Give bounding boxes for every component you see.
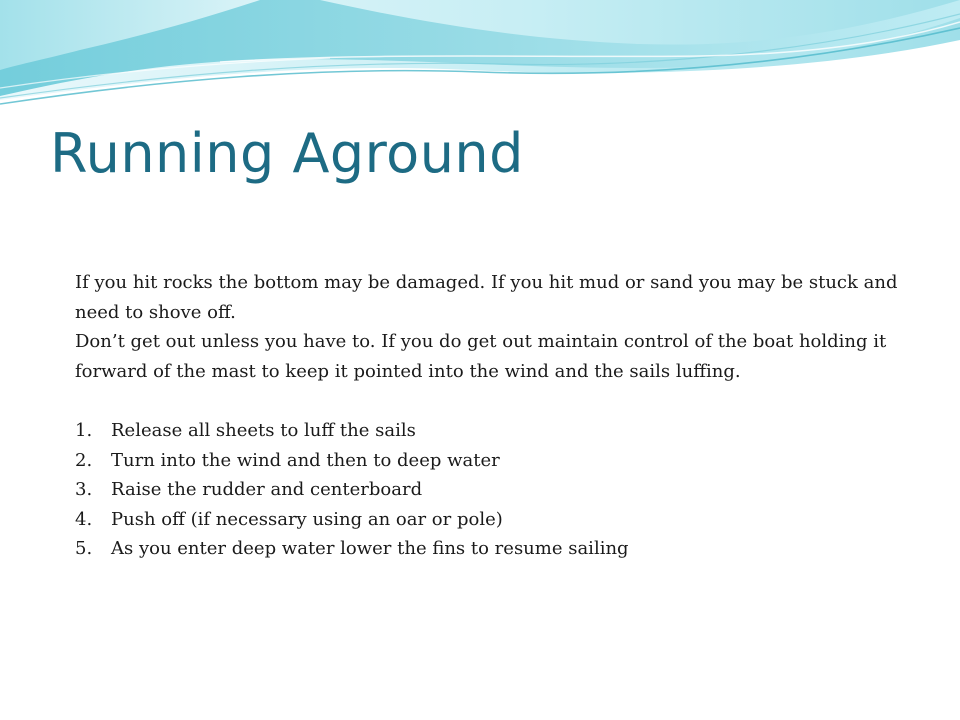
list-item-number: 1. <box>75 420 93 441</box>
list-item <box>75 446 915 476</box>
body-paragraph: If you hit rocks the bottom may be damaged. If you hit mud or sand you may be stuck and need to shove off. <box>75 272 898 323</box>
list-item-text: Turn into the wind and then to deep water <box>111 449 500 471</box>
paragraph-spacer <box>75 386 915 416</box>
list-item <box>75 505 915 535</box>
list-item-number: 2. <box>75 449 93 471</box>
list-item <box>75 534 915 564</box>
list-item-text: As you enter deep water lower the fins to resume sailing <box>111 538 629 559</box>
slide-title: Running Aground <box>50 122 524 185</box>
list-item-text: Push off (if necessary using an oar or pole) <box>111 508 503 530</box>
list-item <box>75 475 915 505</box>
list-item-text: Release all sheets to luff the sails <box>111 420 416 441</box>
wave-header-decoration <box>0 0 960 120</box>
body-paragraph: Don’t get out unless you have to. If you do get out maintain control of the boat holding it forward of the mast to keep it pointed into the wind and the sails luffing. <box>75 331 887 382</box>
list-item-text: Raise the rudder and centerboard <box>111 479 423 500</box>
slide-body <box>75 268 915 564</box>
list-item-number: 5. <box>75 538 93 559</box>
list-item-number: 3. <box>75 479 93 500</box>
list-item-number: 4. <box>75 508 93 530</box>
list-item <box>75 416 915 446</box>
steps-list <box>75 416 915 564</box>
